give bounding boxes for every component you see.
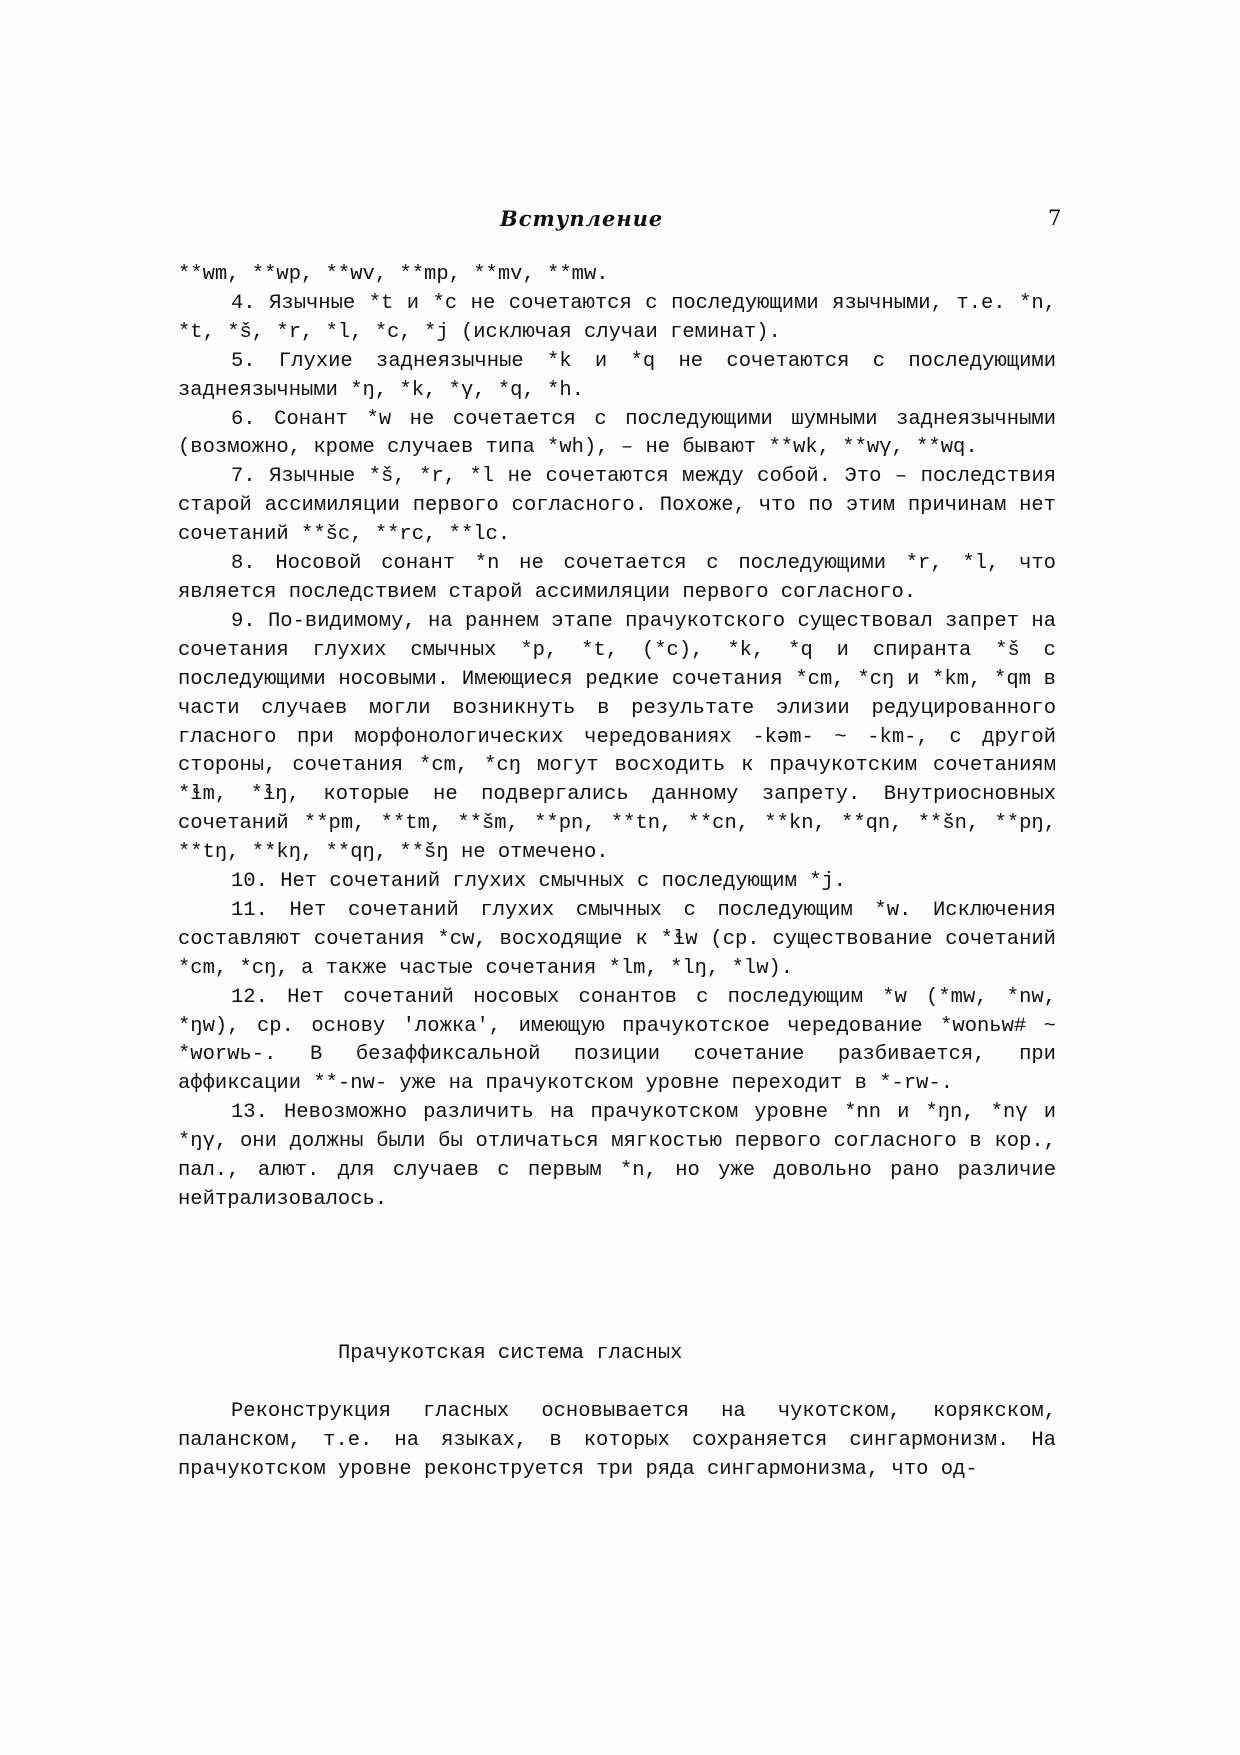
paragraph-10: 10. Нет сочетаний глухих смычных с последующим *j. xyxy=(231,870,847,894)
paragraph-8: 8. Носовой сонант *n не сочетается с последующими *r, *l, что является последствием старой ассимиляции первого согласного. xyxy=(178,552,1056,604)
page-number: 7 xyxy=(1048,206,1062,230)
section-paragraph: Реконструкция гласных основывается на чукотском, корякском, паланском, т.е. на языках, в которых сохраняется сингармонизм. На прачукотском уровне реконструется три ряда сингармонизма, что од- xyxy=(178,1400,1056,1481)
paragraph-9: 9. По-видимому, на раннем этапе прачукотского существовал запрет на сочетания глухих смычных *p, *t, (*c), *k, *q и спиранта *š с последующими носовыми. Имеющиеся редкие сочетания *cm, *cŋ и *km, *qm в части случаев могли возникнуть в результате элизии редуцированного гласного при морфонологических чередованиях -kəm- ~ -km-, с другой стороны, сочетания *cm, *cŋ могут восходить к прачукотским сочетаниям *ɬm, *ɬŋ, которые не подвергались данному запрету. Внутриосновных сочетаний **pm, **tm, **šm, **pn, **tn, **cn, **kn, **qn, **šn, **pŋ, **tŋ, **kŋ, **qŋ, **šŋ не отмечено. xyxy=(178,609,1056,865)
paragraph-5: 5. Глухие заднеязычные *k и *q не сочетаются с последующими заднеязычными *ŋ, *k, *γ, *q, *h. xyxy=(178,349,1056,402)
paragraph-11: 11. Нет сочетаний глухих смычных с последующим *w. Исключения составляют сочетания *cw, восходящие к *ɬw (ср. существование сочетаний *cm, *cŋ, а также частые сочетания *lm, *lŋ, *lw). xyxy=(178,898,1056,980)
section-heading-wrap xyxy=(178,1342,1056,1365)
paragraph-continuation: **wm, **wp, **wv, **mp, **mv, **mw. xyxy=(178,263,609,286)
paragraph-12: 12. Нет сочетаний носовых сонантов с последующим *w (*mw, *nw, *ŋw), ср. основу 'ложка', имеющую прачукотское чередование *wonьw# ~ *worwь-. В безаффиксальной позиции сочетание разбивается, при аффиксации **-nw- уже на прачукотском уровне переходит в *-rw-. xyxy=(178,985,1056,1096)
running-title: Вступление xyxy=(500,206,664,231)
paragraph-7: 7. Язычные *š, *r, *l не сочетаются между собой. Это – последствия старой ассимиляции первого согласного. Похоже, что по этим причинам нет сочетаний **šc, **rc, **lc. xyxy=(178,465,1056,547)
section-heading: Прачукотская система гласных xyxy=(338,1342,683,1365)
paragraph-4: 4. Язычные *t и *c не сочетаются с последующими язычными, т.е. *n, *t, *š, *r, *l, *c, *j (исключая случаи геминат). xyxy=(178,291,1056,344)
section-body xyxy=(178,1398,1056,1485)
paragraph-6: 6. Сонант *w не сочетается с последующими шумными заднеязычными (возможно, кроме случаев типа *wh), – не бывают **wk, **wγ, **wq. xyxy=(178,407,1056,460)
body-text xyxy=(178,261,1056,1215)
paragraph-13: 13. Невозможно различить на прачукотском уровне *nn и *ŋn, *nγ и *ŋγ, они должны были бы отличаться мягкостью первого согласного в кор., пал., алют. для случаев с первым *n, но уже довольно рано различие нейтрализовалось. xyxy=(178,1101,1056,1211)
